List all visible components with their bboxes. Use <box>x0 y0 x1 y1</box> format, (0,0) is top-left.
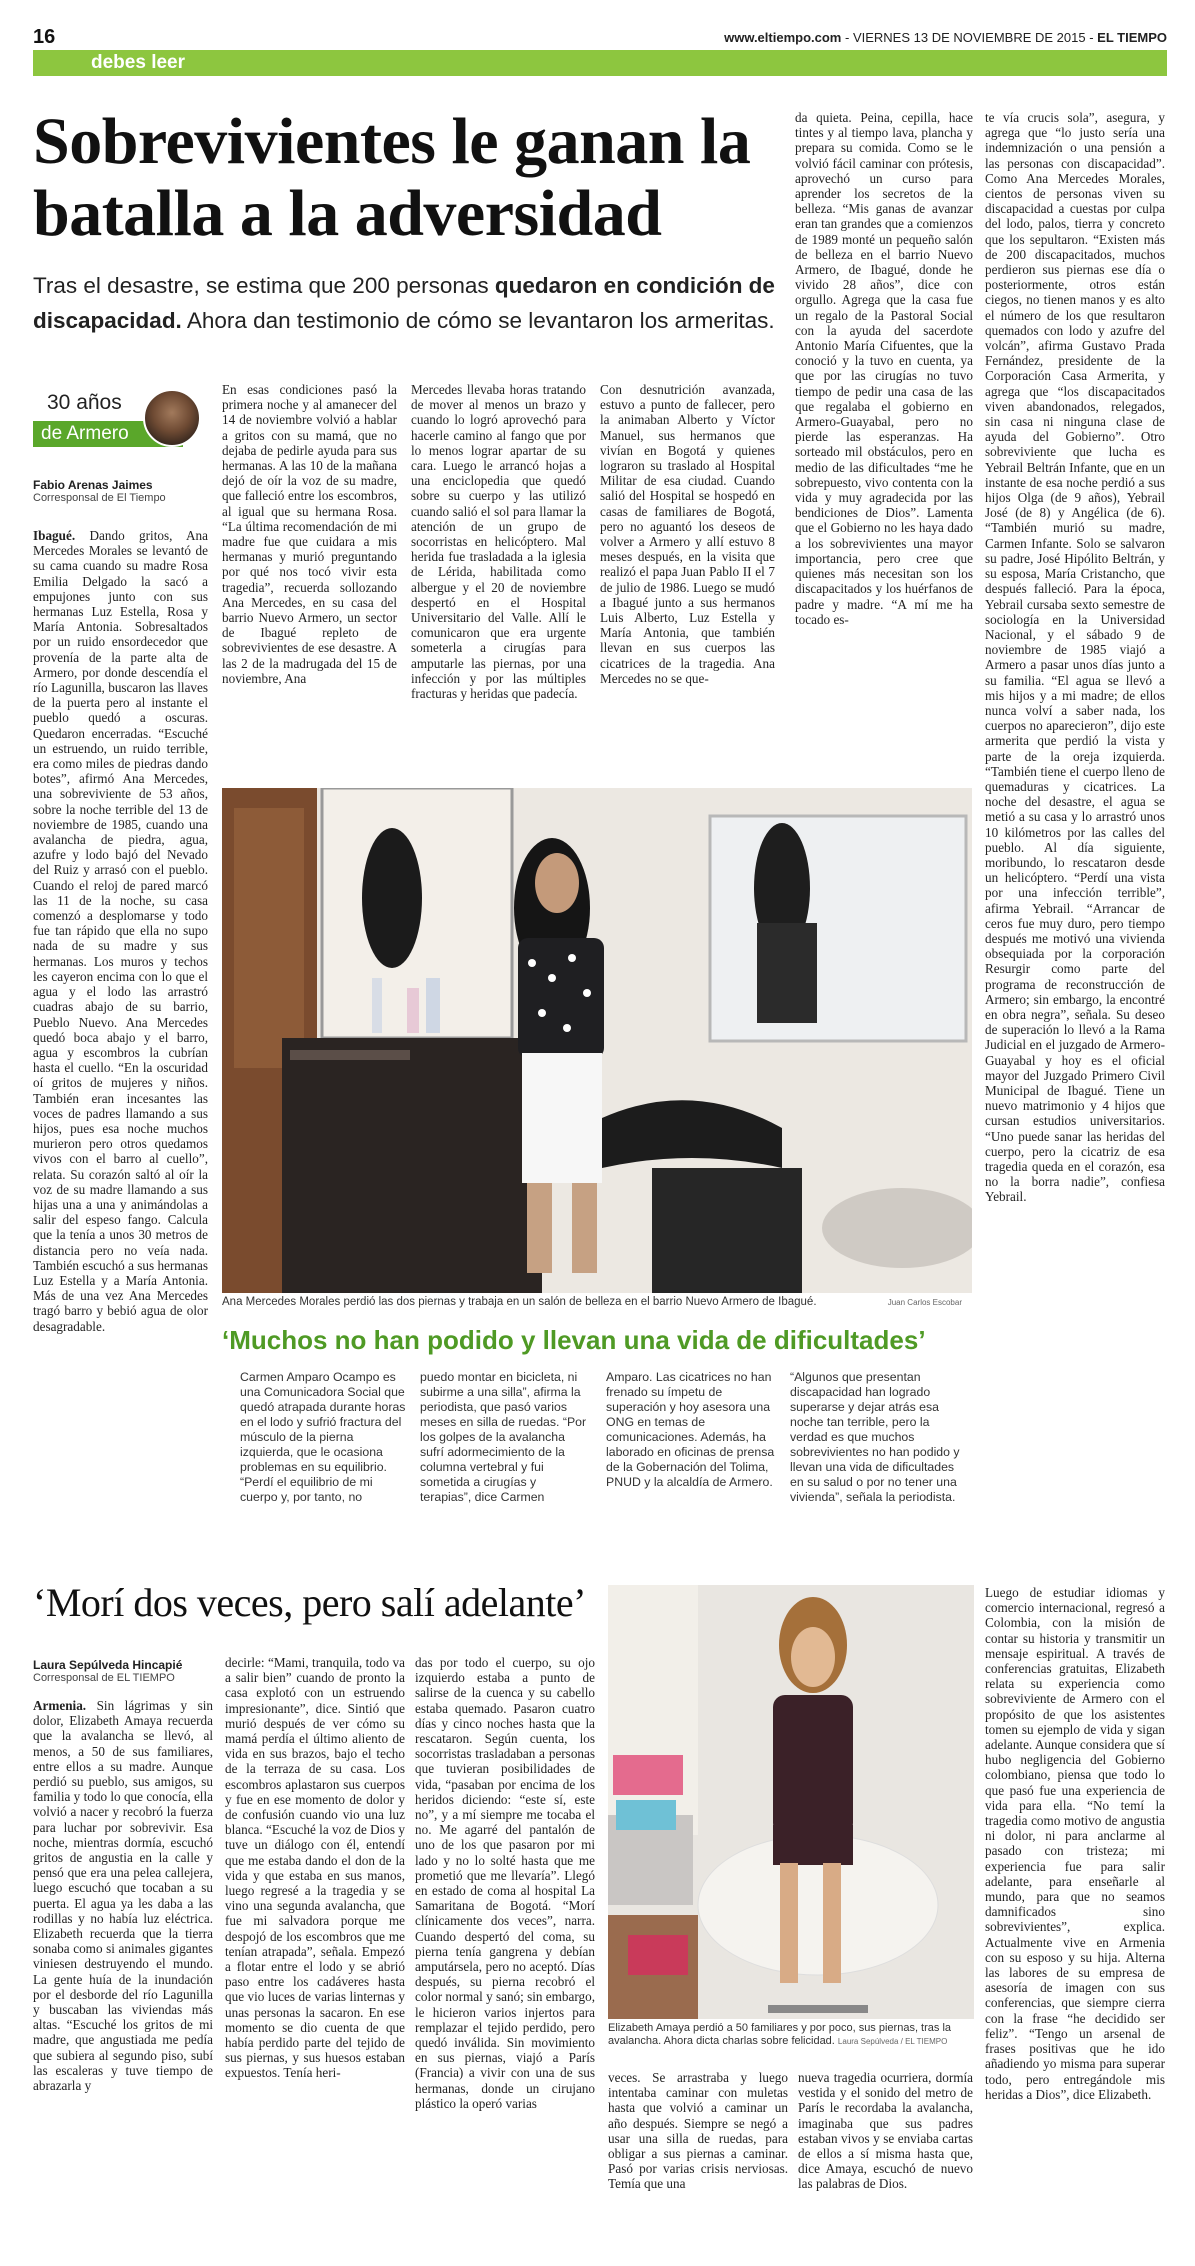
paper-name: EL TIEMPO <box>1097 30 1167 45</box>
badge-number: 30 años <box>47 391 122 414</box>
byline-name: Laura Sepúlveda Hincapié <box>33 1658 183 1672</box>
article2-column-4 <box>608 2070 788 2250</box>
headline: Sobrevivientes le ganan la batalla a la adversidad <box>33 105 751 250</box>
photo-caption-text: Elizabeth Amaya perdió a 50 familiares y por poco, sus piernas, tras la avalancha. Ahora dicta charlas sobre felicidad. <box>608 2022 952 2047</box>
section-label: debes leer <box>91 52 185 73</box>
deck <box>33 268 793 338</box>
pull-quote: ‘Muchos no han podido y llevan una vida de dificultades’ <box>222 1325 926 1355</box>
headline-2: ‘Morí dos veces, pero salí adelante’ <box>33 1580 586 1625</box>
column-text: veces. Se arrastraba y luego intentaba caminar con muletas hasta que volvió a caminar un año después. Siempre se negó a usar una silla de ruedas, para obligar a sus piernas a caminar. Pasó por varias crisis nerviosas. Temía que una <box>608 2070 788 2192</box>
column-text: Sin lágrimas y sin dolor, Elizabeth Amaya recuerda que la avalancha se llevó, al menos, a 50 de sus familiares, entre ellos a su madre. Aunque perdió su pueblo, sus amigos, su familia y todo lo que conocía, ella volvió a nacer y recobró la fuerza para luchar por sobrevivir. Esa noche, mientras dormía, escuchó gritos de angustia en la calle y pensó que era una pelea callejera, luego escuchó que tocaban a su puerta. El agua ya les daba a las rodillas y no había luz eléctrica. Elizabeth recuerda que la tierra sonaba como si animales gigantes viniesen destruyendo el mundo. La gente huía de la inundación por el desborde del río Lagunilla y buscaban las viviendas más altas. “Escuché los gritos de mi madre, que angustiada me pedía que subiera al segundo piso, subí las escaleras y tuve tiempo de abrazarla y <box>33 1698 213 2094</box>
column-text: Luego de estudiar idiomas y comercio internacional, regresó a Colombia, con la misión de contar su historia y transmitir un mensaje espiritual. A través de conferencias gratuitas, Elizabeth relata su experiencia como sobreviviente de Armero con el propósito de que los asistentes tomen su ejemplo de vida y sigan adelante. Aunque considera que sí hubo negligencia del Gobierno colombiano, piensa que todo lo que pasó fue una experiencia de vida para ella. “No temí la tragedia como motivo de angustia ni dolor, ni para anclarme al pasado con tristeza; mi experiencia fue para salir adelante, para enseñarle al mundo, para que no seamos damnificados sino sobrevivientes”, explica. Actualmente vive en Armenia con su esposo y su hija. Alterna las labores de su empresa de asesoría de imagen con sus conferencias, que siempre cierra con la frase “he decidido ser feliz”. “Tengo un arsenal de frases positivas que he ido añadiendo yo misma para superar todo, pero entregándole mis heridas a Dios”, dice Elizabeth. <box>985 1585 1165 2102</box>
sidebar-column-3: Amparo. Las cicatrices no han frenado su ímpetu de superación y hoy asesora una ONG en temas de comunicaciones. Además, ha laborado en oficinas de prensa de la Gobernación del Tolima, PNUD y la alcaldía de Armero. <box>606 1370 775 1489</box>
article-column-2 <box>222 382 397 787</box>
photo-caption-2 <box>608 2022 974 2048</box>
column-text: nueva tragedia ocurriera, dormía vestida y el sonido del metro de París le recordaba la avalancha, imaginaba que sus padres estaban vivos y se enviaba cartas de ellos a sí misma hasta que, dice Amaya, escuchó de nuevo las palabras de Dios. <box>798 2070 973 2192</box>
dateline: Armenia. <box>33 1698 87 1713</box>
issue-date: VIERNES 13 DE NOVIEMBRE DE 2015 <box>852 30 1086 45</box>
elizabeth-photo <box>608 1585 974 2019</box>
article2-column-2 <box>225 1655 405 2250</box>
dateline: Ibagué. <box>33 528 76 543</box>
column-text: En esas condiciones pasó la primera noche y al amanecer del 14 de noviembre volvió a hablar a gritos con su mamá, que no dejaba de pedirle ayuda para sus hermanas. A las 10 de la mañana dejó de oír la voz de su madre, que falleció entre los escombros, al igual que su hermana Rosa. “La última recomendación de mi madre fue que cuidara a mis hermanas y murió preguntando por qué nos tocó vivir esta tragedia”, recuerda sollozando Ana Mercedes, en su casa del barrio Nuevo Armero, un sector de Ibagué repleto de sobrevivientes de ese desastre. A las 2 de la madrugada del 15 de noviembre, Ana <box>222 382 397 686</box>
article-column-5 <box>795 110 973 787</box>
deck-highlight: quedaron en condición de discapacidad. <box>33 273 775 333</box>
page-number: 16 <box>33 26 56 48</box>
sidebar-column-4: “Algunos que presentan discapacidad han logrado superarse y dejar atrás esa noche tan terrible, pero la verdad es que muchos sobrevivientes no han podido y llevan una vida de dificultades en su salud o por no tener una vivienda”, señala la periodista. <box>790 1370 960 1504</box>
masthead-line: www.eltiempo.com - VIERNES 13 DE NOVIEMBRE DE 2015 - EL TIEMPO <box>724 30 1167 45</box>
salon-illustration <box>222 788 972 1293</box>
photo-caption-text: Ana Mercedes Morales perdió las dos piernas y trabaja en un salón de belleza en el barrio Nuevo Armero de Ibagué. <box>222 1296 817 1308</box>
article-column-4 <box>600 382 775 787</box>
salon-photo <box>222 788 972 1293</box>
column-text: das por todo el cuerpo, su ojo izquierdo estaba a punto de salirse de la cuenca y su cabello estaba quemado. Pasaron cuatro días y cinco noches hasta que la rescataron. Según cuenta, los socorristas trasladaban a personas que tuvieran posibilidades de vida, “pasaban por encima de los heridos diciendo: “este sí, este no”, y a mí siempre me tocaba el no. Me agarré del pantalón de uno de los que pasaron por mi lado y no lo solté hasta que me prometió que me llevaría”. Llegó en estado de coma al hospital La Samaritana de Bogotá. “Morí clínicamente dos veces”, narra. Cuando despertó del coma, su pierna tenía gangrena y debían amputársela, pero no aceptó. Días después, su pierna recobró el color normal y sanó; sin embargo, le hicieron varios injertos para remplazar el tejido perdido, pero quedó inválida. Sin movimiento en sus piernas, viajó a París (Francia) a vivir con una de sus hermanas, donde un cirujano plástico la operó varias <box>415 1655 595 2111</box>
article2-column-1 <box>33 1698 213 2250</box>
deck-text-end: Ahora dan testimonio de cómo se levantaron los armeritas. <box>181 308 775 333</box>
column-text: Dando gritos, Ana Mercedes Morales se levantó de su cama cuando su madre Rosa Emilia Delgado la sacó a empujones junto con sus hermanas Luz Estella, Rosa y María Antonia. Sobresaltados por un ruido ensordecedor que provenía de la parte alta de Armero, por donde descendía el río Lagunilla, buscaron las llaves de la puerta pero al instante el pueblo quedó a oscuras. Quedaron encerradas. “Escuché un estruendo, un ruido terrible, era como miles de piedras dando botes”, afirmó Ana Mercedes, una sobreviviente de 53 años, sobre la noche terrible del 13 de noviembre de 1985, cuando una avalancha de piedra, agua, azufre y lodo bajó del Nevado del Ruiz y arrasó con el pueblo. Cuando el reloj de pared marcó las 11 de la noche, su casa comenzó a desplomarse y todo fue tan rápido que ella no supo nada de su madre y sus hermanas. Los muros y techos les cayeron encima con lo que el agua y el lodo las arrastró cuadras abajo de su barrio, Pueblo Nuevo. Ana Mercedes quedó boca abajo y el barro, agua y escombros la cubrían hasta el cuello. “En la oscuridad oí gritos de mujeres y niños. También eran incesantes las voces de padres llamando a sus hijos, pues esa noche muchos murieron pero otros quedamos vivos con el barro al cuello”, relata. Su corazón saltó al oír la voz de su madre llamando a sus hijas una a una y animándolas a salir del espeso fango. Calcula que la tenía a unos 30 metros de distancia pero no veía nada. También escuchó a sus hermanas Luz Estella y a María Antonia. Más de una vez Ana Mercedes tragó barro y bebió agua de olor desagradable. <box>33 528 208 1334</box>
column-text: Con desnutrición avanzada, estuvo a punto de fallecer, pero la animaban Alberto y Víctor Manuel, sus hermanos que vivían en Bogotá y quienes lograron su traslado al Hospital Militar de esa ciudad. Cuando salió del Hospital se hospedó en casas de familiares de Bogotá, pero no aguantó los deseos de volver a Armero y allí estuvo 8 meses después, en la visita que realizó el papa Juan Pablo II el 7 de julio de 1986. Luego se mudó a Ibagué junto a sus hermanos Luis Alberto, Luz Estella y María Antonia, que también llevan en sus cuerpos las cicatrices de la tragedia. Ana Mercedes no se que- <box>600 382 775 686</box>
article2-column-6 <box>985 1585 1165 2250</box>
anniversary-badge <box>33 383 208 455</box>
sidebar-column-1: Carmen Amparo Ocampo es una Comunicadora Social que quedó atrapada durante horas en el lodo y sufrió fractura del músculo de la pierna izquierda, que le ocasiona problemas en su equilibrio. “Perdí el equilibrio de mi cuerpo y, por tanto, no <box>240 1370 406 1504</box>
photo-credit: Laura Sepúlveda / EL TIEMPO <box>837 2037 948 2046</box>
article2-column-5 <box>798 2070 973 2250</box>
photo-caption <box>222 1296 972 1308</box>
badge-child-photo <box>143 389 201 447</box>
article2-column-3 <box>415 1655 595 2250</box>
site-url: www.eltiempo.com <box>724 30 842 45</box>
byline-2 <box>33 1658 213 1684</box>
deck-text-start: Tras el desastre, se estima que 200 personas <box>33 273 495 298</box>
article-column-1 <box>33 528 208 1446</box>
column-text: decirle: “Mami, tranquila, todo va a salir bien” cuando de pronto la casa explotó con un estruendo impresionante”, dice. Sintió que murió después de ver cómo su mamá perdía el último aliento de vida en sus brazos, bajo el techo de la terraza de su casa. Los escombros aplastaron sus cuerpos y fue en ese momento de dolor y de confusión cuando vio una luz blanca. “Escuché la voz de Dios y tuve un diálogo con él, entendí que me estaba dando el don de la vida y que estaba en sus manos, luego regresé a la tragedia y se vino una segunda avalancha, que fue mi salvadora porque me despojó de los escombros que me tenían atrapada”, señala. Empezó a flotar entre el lodo y se abrió paso entre los cadáveres hasta que vio luces de varias linternas y unas personas la sacaron. En ese momento se dio cuenta de que había perdido parte del tejido de sus piernas, y sus huesos estaban expuestos. Tenía heri- <box>225 1655 405 2081</box>
photo-credit: Juan Carlos Escobar <box>887 1298 962 1307</box>
section-bar <box>33 50 1167 76</box>
article-column-3 <box>411 382 586 787</box>
byline <box>33 478 208 504</box>
portrait-illustration <box>608 1585 974 2019</box>
article-column-6 <box>985 110 1165 1556</box>
column-text: da quieta. Peina, cepilla, hace tintes y al tiempo lava, plancha y prepara su comida. Como se le volvió fácil caminar con prótesis, aprovechó un curso para aprender los secretos de la belleza. “Mis ganas de avanzar eran tan grandes que a comienzos de 1989 monté un pequeño salón de belleza en el barrio Nuevo Armero, de Ibagué, donde he vivido 28 años”, dice con orgullo. Agrega que la casa fue un regalo de la Pastoral Social con la ayuda del sacerdote Antonio María Cifuentes, que la conoció y la tuvo en cuenta, ya que por las cirugías no tuvo tiempo de pedir una casa de las que regalaba el gobierno en Armero-Guayabal, pero no pierde las esperanzas. Ha sorteado mil obstáculos, pero en medio de las dificultades “me he sobrepuesto, vivo contenta con la vida y muy agradecida por las bendiciones de Dios”. Lamenta que el Gobierno no les haya dado a los sobrevivientes una mayor importancia, pero cree que quienes más necesitan son los discapacitados y los huérfanos de padre y madre. “A mí me ha tocado es- <box>795 110 973 627</box>
byline-role: Corresponsal de El Tiempo <box>33 492 166 504</box>
column-text: te vía crucis sola”, asegura, y agrega que “lo justo sería una indemnización o una pensión a las personas con discapacidad”. Como Ana Mercedes Morales, cientos de personas viven su discapacidad a cuestas por culpa del lodo, palos, tierra y concreto que los sepultaron. “Existen más de 200 discapacitados, muchos perdieron sus piernas ese día o posteriormente, otros están ciegos, no tienen manos y es alto el número de los que resultaron quemados con lodo y azufre del volcán”, afirma Gustavo Prada Fernández, presidente de la Corporación Casa Armerita, y agrega que “los discapacitados viven abandonados, relegados, sin casa ni ninguna clase de ayuda del Gobierno”. Otro sobreviviente que lucha es Yebrail Beltrán Infante, que en un instante de esa noche perdió a sus hijos Olga (de 9 años), Yebrail José (de 8) y Angélica (de 6). “También murió su madre, Carmen Infante. Solo se salvaron su padre, José Hipólito Beltrán, y su esposa, María Cristancho, que después falleció. Para la época, Yebrail cursaba sexto semestre de sociología en la Universidad Nacional, y el sábado 9 de noviembre de 1985 viajó a Armero a pasar unos días junto a su familia. “El agua se llevó a mis hijos y a mi madre; de ellos nunca volví a saber nada, los cuerpos no aparecieron”, dijo este armerita que perdió la vista y parte de la oreja izquierda. “También tiene el cuerpo lleno de quemaduras y cicatrices. La noche del desastre, el agua se metió a su casa y lo arrastró unos 10 kilómetros por las calles del pueblo. Al día siguiente, moribundo, lo rescataron desde un helicóptero. “Perdí una vista por una infección terrible”, afirma Yebrail. “Arrancar de ceros fue muy duro, pero tiempo después me motivó una vivienda obsequiada por la corporación Resurgir como parte del programa de reconstrucción de Armero; sin embargo, la encontré en obra negra”, señala. Su deseo de superación lo llevó a la Rama Judicial en el juzgado de Armero-Guayabal y hoy es el oficial mayor del Juzgado Primero Civil Municipal de Ibagué. Tiene un nuevo matrimonio y 4 hijos que cursan estudios universitarios. “Uno puede sanar las heridas del cuerpo, pero la cicatriz de esa tragedia queda en el corazón, esa no la borra nadie”, confiesa Yebrail. <box>985 110 1165 1205</box>
column-text: Mercedes llevaba horas tratando de mover al menos un brazo y cuando lo logró aprovechó para hacerle camino al fango que por lo menos lograr apartar de su cara. Luego le arrancó hojas a una enciclopedia que quedó sobre su cuerpo y las utilizó cuando salió el sol para llamar la atención de un grupo de socorristas en helicóptero. Mal herida fue trasladada a la iglesia de Lérida, habilitada como albergue y el 20 de noviembre despertó en el Hospital Universitario del Valle. Allí le comunicaron que era urgente someterla a cirugías para amputarle las piernas, por una infección y por las múltiples fracturas y heridas que padecía. <box>411 382 586 702</box>
byline-role: Corresponsal de EL TIEMPO <box>33 1672 175 1684</box>
sidebar-column-2: puedo montar en bicicleta, ni subirme a una silla”, afirma la periodista, que pasó varios meses en silla de ruedas. “Por los golpes de la avalancha sufrí adormecimiento de la columna vertebral y fui sometida a cirugías y terapias”, dice Carmen <box>420 1370 587 1504</box>
badge-label: de Armero <box>41 423 129 444</box>
byline-name: Fabio Arenas Jaimes <box>33 478 153 492</box>
